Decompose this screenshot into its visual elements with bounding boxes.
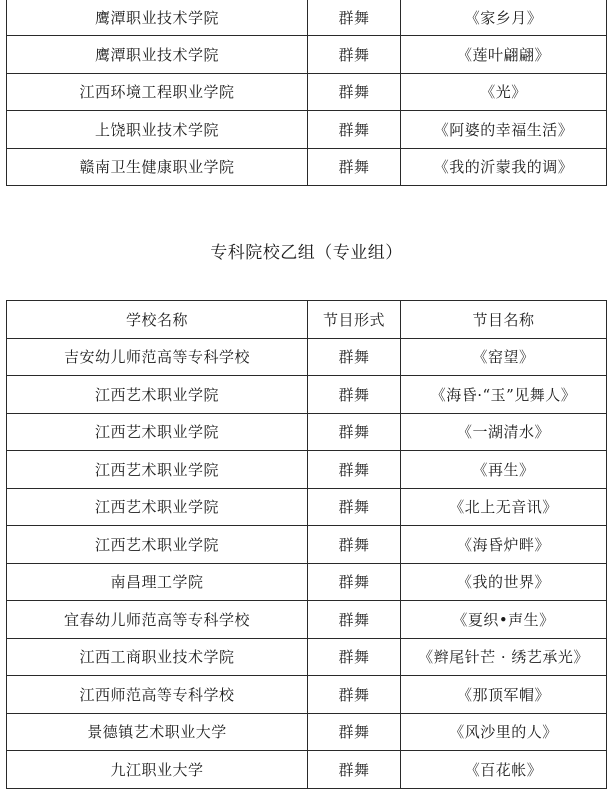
table-row (7, 638, 607, 676)
program-form-cell: 群舞 (308, 526, 401, 564)
school-name-cell: 南昌理工学院 (7, 563, 308, 601)
program-name-cell: 《北上无音讯》 (401, 488, 607, 526)
program-name-cell: 《阿婆的幸福生活》 (401, 111, 607, 148)
table-row (7, 713, 607, 751)
program-name-cell: 《风沙里的人》 (401, 713, 607, 751)
school-name-cell: 江西工商职业技术学院 (7, 638, 308, 676)
school-name-cell: 鹰潭职业技术学院 (7, 0, 308, 36)
table-row (7, 148, 607, 185)
program-form-cell: 群舞 (308, 713, 401, 751)
table-row (7, 526, 607, 564)
table-header-row (7, 301, 607, 339)
table-row (7, 376, 607, 414)
header-program-form: 节目形式 (308, 301, 401, 339)
table-row (7, 451, 607, 489)
program-form-cell: 群舞 (308, 676, 401, 714)
program-name-cell: 《海昏炉畔》 (401, 526, 607, 564)
program-form-cell: 群舞 (308, 111, 401, 148)
program-name-cell: 《海昏·“玉”见舞人》 (401, 376, 607, 414)
table-row (7, 36, 607, 73)
program-name-cell: 《家乡月》 (401, 0, 607, 36)
table-row (7, 751, 607, 789)
program-name-cell: 《百花帐》 (401, 751, 607, 789)
school-name-cell: 鹰潭职业技术学院 (7, 36, 308, 73)
program-table-1-body (7, 0, 607, 185)
program-form-cell: 群舞 (308, 451, 401, 489)
program-name-cell: 《窑望》 (401, 338, 607, 376)
table-row (7, 338, 607, 376)
section-title: 专科院校乙组（专业组） (210, 243, 403, 263)
table-row (7, 488, 607, 526)
program-name-cell: 《我的沂蒙我的调》 (401, 148, 607, 185)
program-form-cell: 群舞 (308, 338, 401, 376)
header-program-name: 节目名称 (401, 301, 607, 339)
school-name-cell: 景德镇艺术职业大学 (7, 713, 308, 751)
table-row (7, 563, 607, 601)
school-name-cell: 江西艺术职业学院 (7, 413, 308, 451)
program-name-cell: 《那顶军帽》 (401, 676, 607, 714)
program-name-cell: 《我的世界》 (401, 563, 607, 601)
program-name-cell: 《一湖清水》 (401, 413, 607, 451)
header-school-name: 学校名称 (7, 301, 308, 339)
program-table-2-body (7, 338, 607, 788)
school-name-cell: 赣南卫生健康职业学院 (7, 148, 308, 185)
program-form-cell: 群舞 (308, 36, 401, 73)
program-table-2 (6, 300, 607, 789)
school-name-cell: 江西艺术职业学院 (7, 376, 308, 414)
program-name-cell: 《光》 (401, 73, 607, 110)
table-row (7, 73, 607, 110)
program-form-cell: 群舞 (308, 148, 401, 185)
school-name-cell: 江西艺术职业学院 (7, 526, 308, 564)
program-form-cell: 群舞 (308, 638, 401, 676)
program-form-cell: 群舞 (308, 751, 401, 789)
program-form-cell: 群舞 (308, 601, 401, 639)
school-name-cell: 宜春幼儿师范高等专科学校 (7, 601, 308, 639)
table-row (7, 0, 607, 36)
program-name-cell: 《再生》 (401, 451, 607, 489)
program-form-cell: 群舞 (308, 488, 401, 526)
school-name-cell: 江西艺术职业学院 (7, 451, 308, 489)
table-row (7, 676, 607, 714)
program-name-cell: 《莲叶翩翩》 (401, 36, 607, 73)
school-name-cell: 吉安幼儿师范高等专科学校 (7, 338, 308, 376)
school-name-cell: 江西师范高等专科学校 (7, 676, 308, 714)
table-row (7, 413, 607, 451)
program-name-cell: 《夏织•声生》 (401, 601, 607, 639)
program-form-cell: 群舞 (308, 0, 401, 36)
program-form-cell: 群舞 (308, 73, 401, 110)
program-form-cell: 群舞 (308, 413, 401, 451)
program-form-cell: 群舞 (308, 376, 401, 414)
table-row (7, 601, 607, 639)
school-name-cell: 上饶职业技术学院 (7, 111, 308, 148)
table-row (7, 111, 607, 148)
program-table-1 (6, 0, 607, 186)
school-name-cell: 江西艺术职业学院 (7, 488, 308, 526)
program-form-cell: 群舞 (308, 563, 401, 601)
school-name-cell: 九江职业大学 (7, 751, 308, 789)
school-name-cell: 江西环境工程职业学院 (7, 73, 308, 110)
program-name-cell: 《辫尾针芒 · 绣艺承光》 (401, 638, 607, 676)
